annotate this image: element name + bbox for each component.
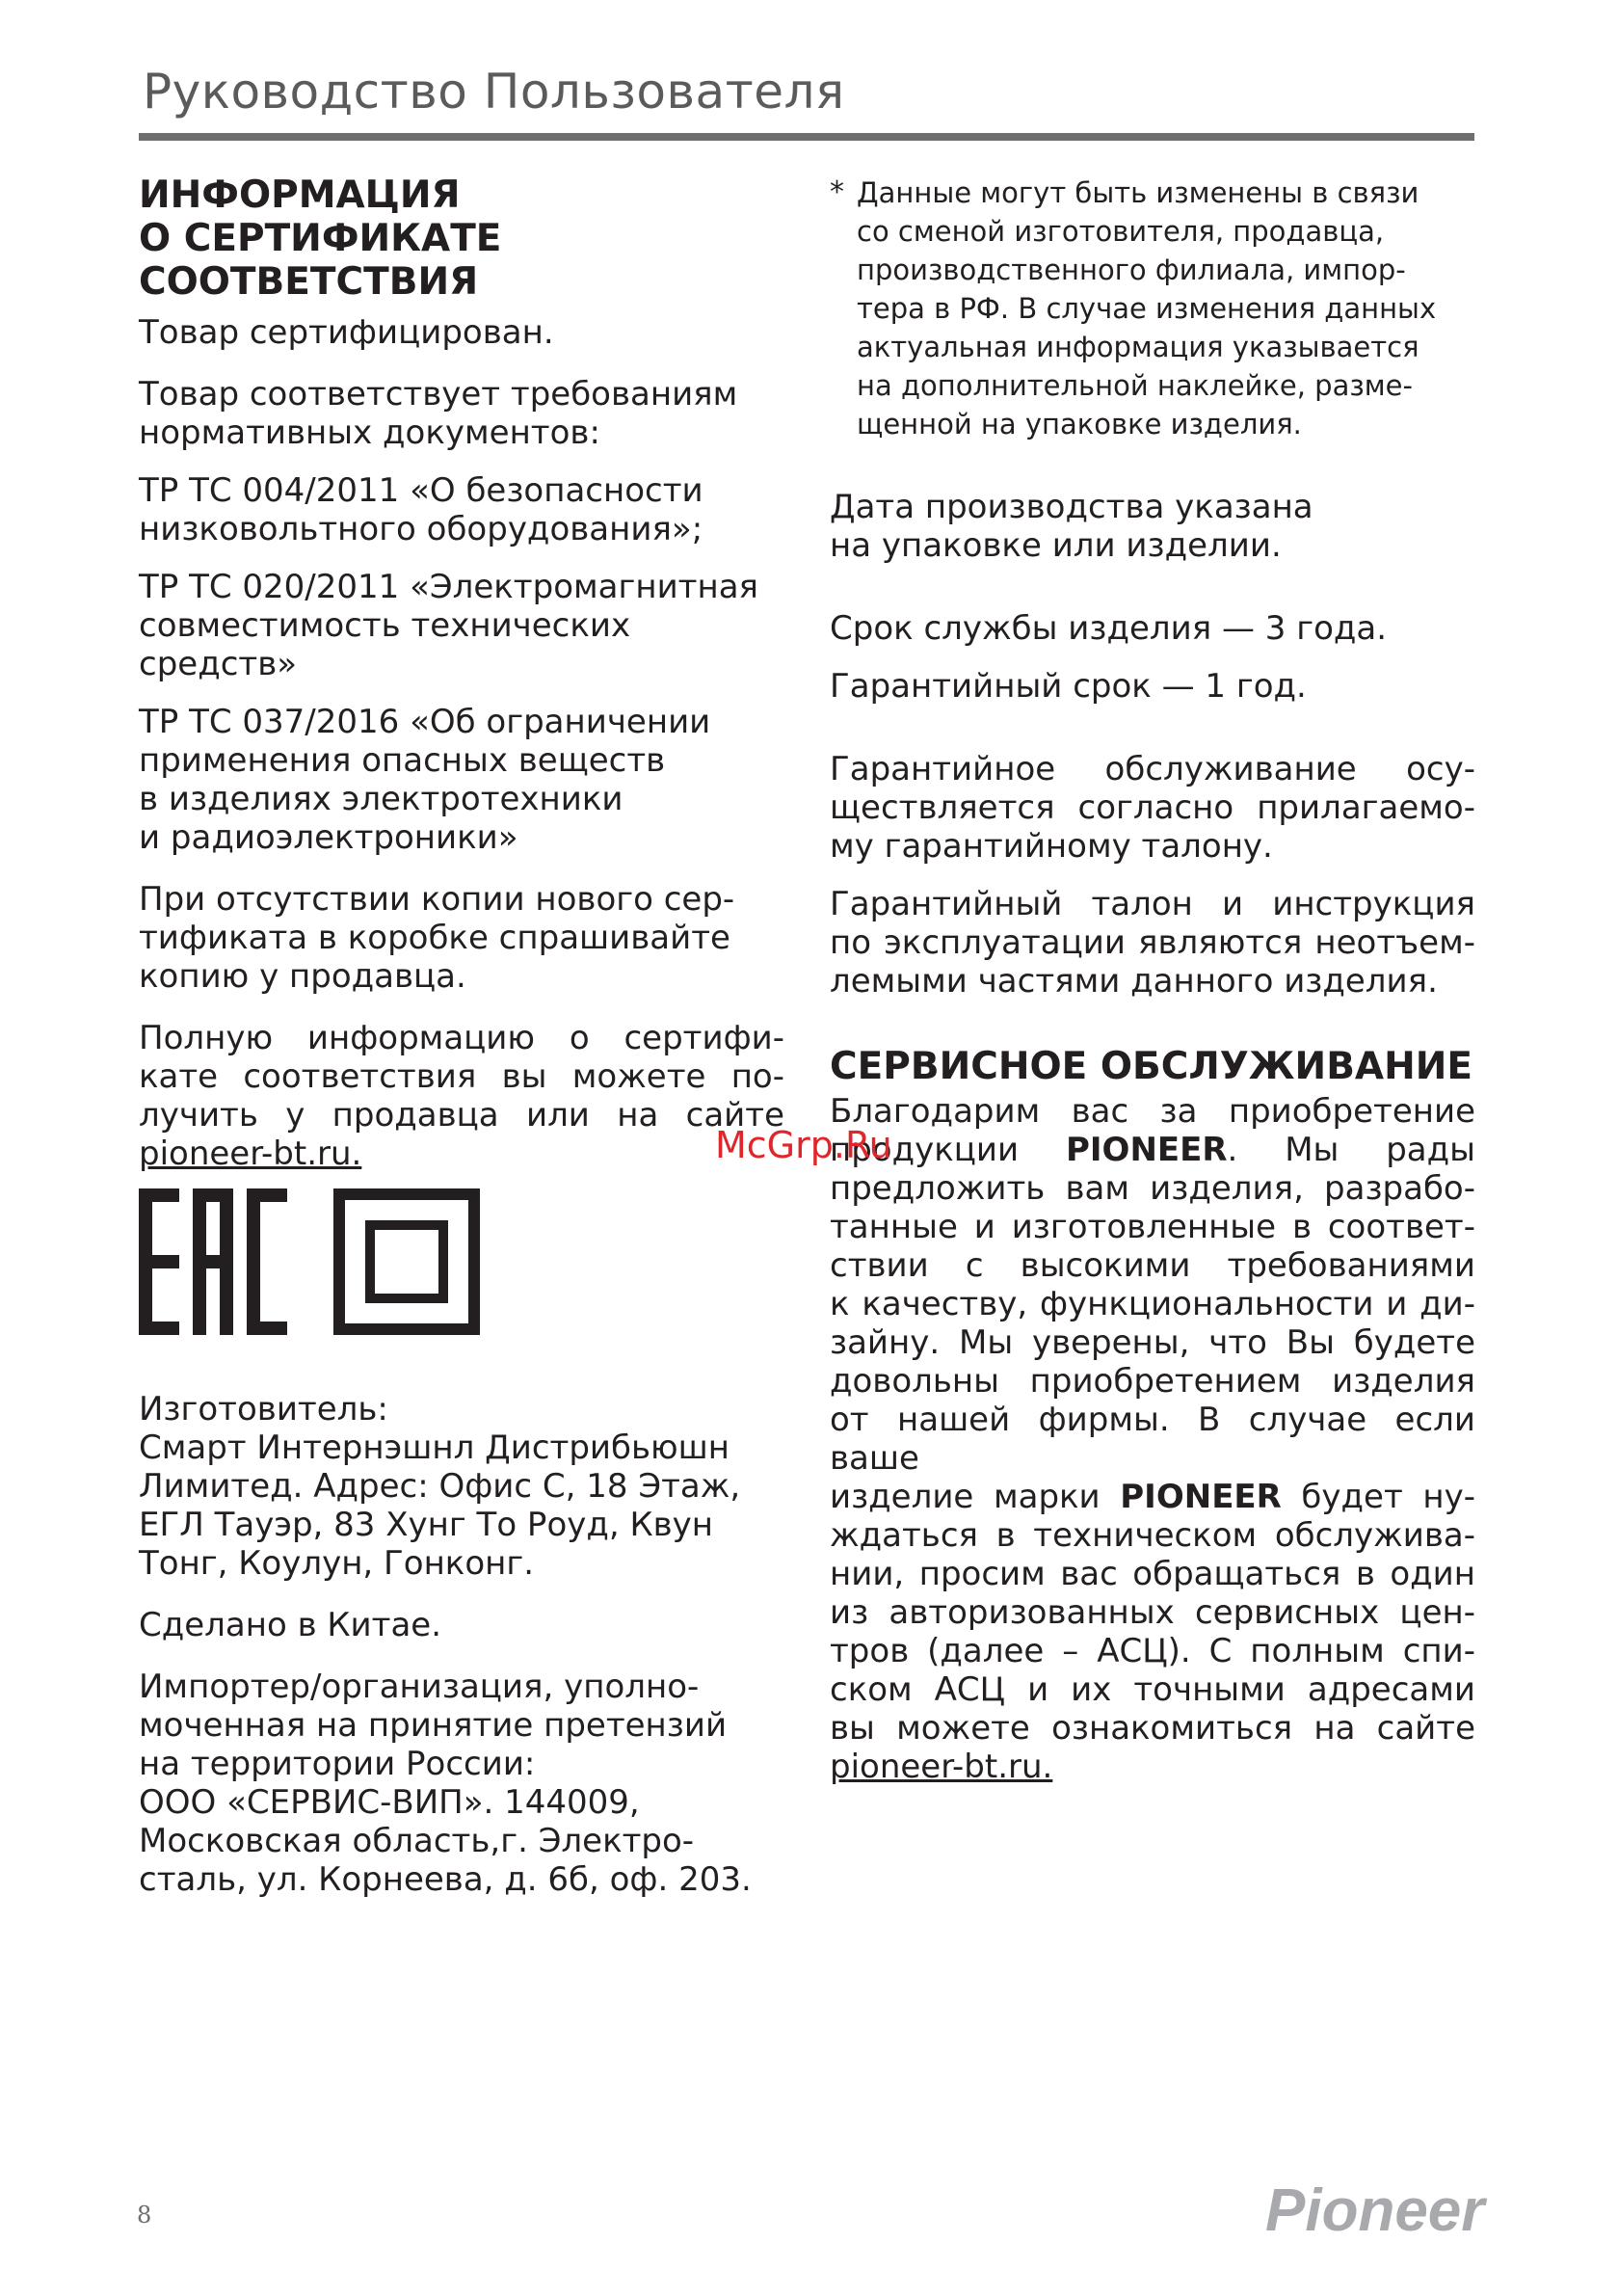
page-number: 8 <box>137 2202 152 2229</box>
service-life-text: Срок службы изделия — 3 года. <box>830 609 1388 648</box>
regulation-020: ТР ТС 020/2011 «Электромагнитная совместимость технических средств» <box>139 568 758 683</box>
service-website-link[interactable]: pioneer-bt.ru. <box>830 1748 1053 1786</box>
service-text <box>830 1092 1475 1786</box>
warranty-service-line: Гарантийное обслуживание осу- <box>830 750 1475 788</box>
brand-name: PIONEER <box>1065 1131 1228 1169</box>
requirements-text: Товар соответствует требованиям нормативных документов: <box>139 375 738 452</box>
service-line: довольны приобретением изделия <box>830 1362 1475 1401</box>
service-line: тров (далее – АСЦ). С полным спи- <box>830 1632 1475 1670</box>
regulation-004: ТР ТС 004/2011 «О безопасности низковольтного оборудования»; <box>139 471 703 548</box>
website-link[interactable]: pioneer-bt.ru. <box>139 1135 362 1173</box>
left-column <box>139 174 784 1173</box>
service-line: от нашей фирмы. В случае если ваше <box>830 1401 1475 1478</box>
service-line: продукции PIONEER. Мы рады <box>830 1131 1475 1169</box>
eac-mark <box>139 1188 287 1335</box>
service-line: ском АСЦ и их точными адресами <box>830 1670 1475 1709</box>
made-in-text: Сделано в Китае. <box>139 1606 442 1644</box>
service-line: из авторизованных сервисных цен- <box>830 1593 1475 1632</box>
header-title: Руководство Пользователя <box>143 64 845 120</box>
double-insulation-icon <box>339 1194 474 1329</box>
certification-marks <box>139 1188 486 1335</box>
warranty-period-text: Гарантийный срок — 1 год. <box>830 667 1307 706</box>
service-line: вы можете ознакомиться на сайте <box>830 1709 1475 1748</box>
service-line: ствии с высокими требованиями <box>830 1246 1475 1285</box>
service-line: предложить вам изделия, разрабо- <box>830 1169 1475 1208</box>
full-info-line: лучить у продавца или на сайте <box>139 1096 784 1135</box>
full-info-text <box>139 1019 784 1173</box>
service-line: ждаться в техническом обслужива- <box>830 1516 1475 1555</box>
service-line: танные и изготовленные в соответ- <box>830 1208 1475 1246</box>
warranty-service-line: ществляется согласно прилагаемо- <box>830 788 1475 827</box>
service-line: нии, просим вас обращаться в один <box>830 1555 1475 1593</box>
warranty-card-line: лемыми частями данного изделия. <box>830 962 1438 1001</box>
importer-text: Импортер/организация, уполно- моченная на принятие претензий на территории России: ООО «СЕРВИС-ВИП». 144009, Московская область,г. Электро- сталь, ул. Корнеева, д. 6б, оф. 203. <box>139 1668 752 1899</box>
service-line: Благодарим вас за приобретение <box>830 1092 1475 1131</box>
manufacturer-block <box>139 1390 784 1899</box>
copy-request-text: При отсутствии копии нового сер- тификата в коробке спрашивайте копию у продавца. <box>139 880 735 996</box>
right-column <box>830 174 1475 1786</box>
service-line: изделие марки PIONEER будет ну- <box>830 1478 1475 1516</box>
warranty-card-line: Гарантийный талон и инструкция <box>830 885 1475 923</box>
service-heading: СЕРВИСНОЕ ОБСЛУЖИВАНИЕ <box>830 1045 1473 1088</box>
footnote <box>830 174 1475 443</box>
full-info-line: кате соответствия вы можете по- <box>139 1057 784 1096</box>
footnote-mark: * <box>830 175 844 209</box>
cert-heading: ИНФОРМАЦИЯ О СЕРТИФИКАТЕ СООТВЕТСТВИЯ <box>139 174 502 304</box>
manufacturer-text: Изготовитель: Смарт Интернэшнл Дистрибьюшн Лимитед. Адрес: Офис С, 18 Этаж, ЕГЛ Тауэр, 83 Хунг То Роуд, Квун Тонг, Коулун, Гонконг. <box>139 1390 741 1583</box>
header-divider <box>139 133 1474 141</box>
warranty-card-text <box>830 885 1475 1001</box>
certified-text: Товар сертифицирован. <box>139 313 554 352</box>
service-line: зайну. Мы уверены, что Вы будете <box>830 1323 1475 1362</box>
brand-name: PIONEER <box>1120 1478 1282 1516</box>
watermark: McGrp.Ru <box>715 1124 892 1166</box>
production-date-text: Дата производства указана на упаковке или изделии. <box>830 488 1313 565</box>
warranty-service-line: му гарантийному талону. <box>830 827 1273 866</box>
full-info-line: Полную информацию о сертифи- <box>139 1019 784 1057</box>
footnote-text: Данные могут быть изменены в связи со сменой изготовителя, продавца, производственного филиала, импор- тера в РФ. В случае изменения данных актуальная информация указывается на дополнительной наклейке, разме- щенной на упаковке изделия. <box>857 176 1437 441</box>
warranty-service-text <box>830 750 1475 866</box>
warranty-card-line: по эксплуатации являются неотъем- <box>830 923 1475 962</box>
pioneer-logo: Pioneer <box>1265 2177 1485 2244</box>
regulation-037: ТР ТС 037/2016 «Об ограничении применения опасных веществ в изделиях электротехники и радиоэлектроники» <box>139 703 711 857</box>
service-line: к качеству, функциональности и ди- <box>830 1285 1475 1323</box>
